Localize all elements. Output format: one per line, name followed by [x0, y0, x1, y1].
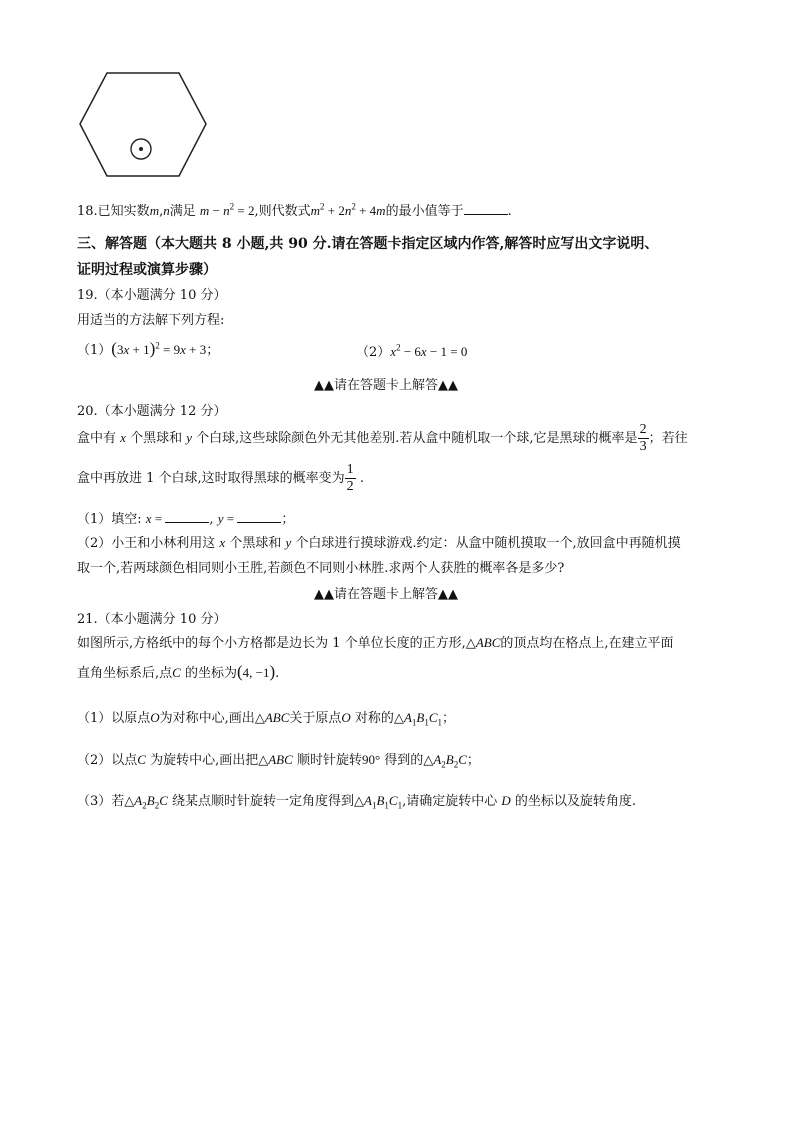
- answer-blank-y: [237, 522, 281, 523]
- question-20-part1: （1）填空: x = , y = ；: [77, 511, 295, 527]
- question-18: 18.已知实数m,n满足 $m - n^2 = 2$,则代数式$m^2 + 2n^2 + 4m$的最小值等于 .: [77, 201, 512, 219]
- question-21-header: 21.（本小题满分 10 分）: [77, 612, 227, 627]
- question-21-part3: （3）若$\triangle A_2B_2C$ 绕某点顺时针旋转一定角度得到$\triangle A_1B_1C_1$,请确定旋转中心 D 的坐标以及旋转角度.: [77, 793, 637, 811]
- section-3-title: 三、解答题（本大题共 8 小题,共 90 分.请在答题卡指定区域内作答,解答时应写出文字说明、: [77, 236, 659, 252]
- answer-on-card-note: ▲▲请在答题卡上解答▲▲: [314, 378, 458, 393]
- question-21-part1: （1）以原点O为对称中心,画出△ABC关于原点O 对称的$\triangle A_1B_1C_1$；: [77, 710, 456, 728]
- hexagon-figure: [76, 70, 210, 180]
- question-21-line2: 直角坐标系后,点C 的坐标为(4, −1).: [77, 662, 280, 681]
- answer-blank: [464, 214, 508, 215]
- question-20-part2-line1: （2）小王和小林利用这 x 个黑球和 y 个白球进行摸球游戏.约定：从盒中随机摸取一个,放回盒中再随机摸: [77, 535, 681, 551]
- question-20-line1: 盒中有 x 个黑球和 y 个白球,这些球除颜色外无其他差别.若从盒中随机取一个球,它是黑球的概率是 $\frac{2}{3}$ ；若往: [77, 422, 688, 454]
- question-20-part2-line2: 取一个,若两球颜色相同则小王胜,若颜色不同则小林胜.求两个人获胜的概率各是多少?: [77, 561, 565, 576]
- expression-m2-2n2-4m: $m^2 + 2n^2 + 4m$: [310, 201, 386, 218]
- equation-m-n: $m - n^2 = 2$: [199, 201, 255, 218]
- circle-dot-icon: [131, 139, 151, 159]
- question-21-line1: 如图所示,方格纸中的每个小方格都是边长为 1 个单位长度的正方形,△ABC的顶点均在格点上,在建立平面: [77, 635, 674, 651]
- question-19-part1: $(1)(3x + 1)^2 = 9x + 3$；: [77, 339, 220, 358]
- equation-19-2: $x^2 - 6x - 1 = 0$: [390, 342, 468, 359]
- question-19-header: 19.（本小题满分 10 分）: [77, 288, 227, 303]
- question-19-part2: $(2)x^2 - 6x - 1 = 0$: [356, 342, 468, 360]
- answer-on-card-note: ▲▲请在答题卡上解答▲▲: [314, 587, 458, 602]
- question-20-line2: 盒中再放进 1 个白球,这时取得黑球的概率变为 $\frac{1}{2}$ .: [77, 462, 364, 494]
- equation-19-1: $(3x + 1)^2 = 9x + 3$: [111, 339, 207, 358]
- section-3-title-line2: 证明过程或演算步骤）: [77, 262, 217, 278]
- fraction-two-thirds: $\frac{2}{3}$: [639, 422, 647, 454]
- answer-blank-x: [165, 522, 209, 523]
- question-21-part2: （2）以点C 为旋转中心,画出把△ABC 顺时针旋转90° 得到的$\triangle A_2B_2C$；: [77, 752, 480, 770]
- question-19-intro: 用适当的方法解下列方程:: [77, 313, 225, 328]
- fraction-one-half: $\frac{1}{2}$: [346, 462, 354, 494]
- question-20-header: 20.（本小题满分 12 分）: [77, 404, 227, 419]
